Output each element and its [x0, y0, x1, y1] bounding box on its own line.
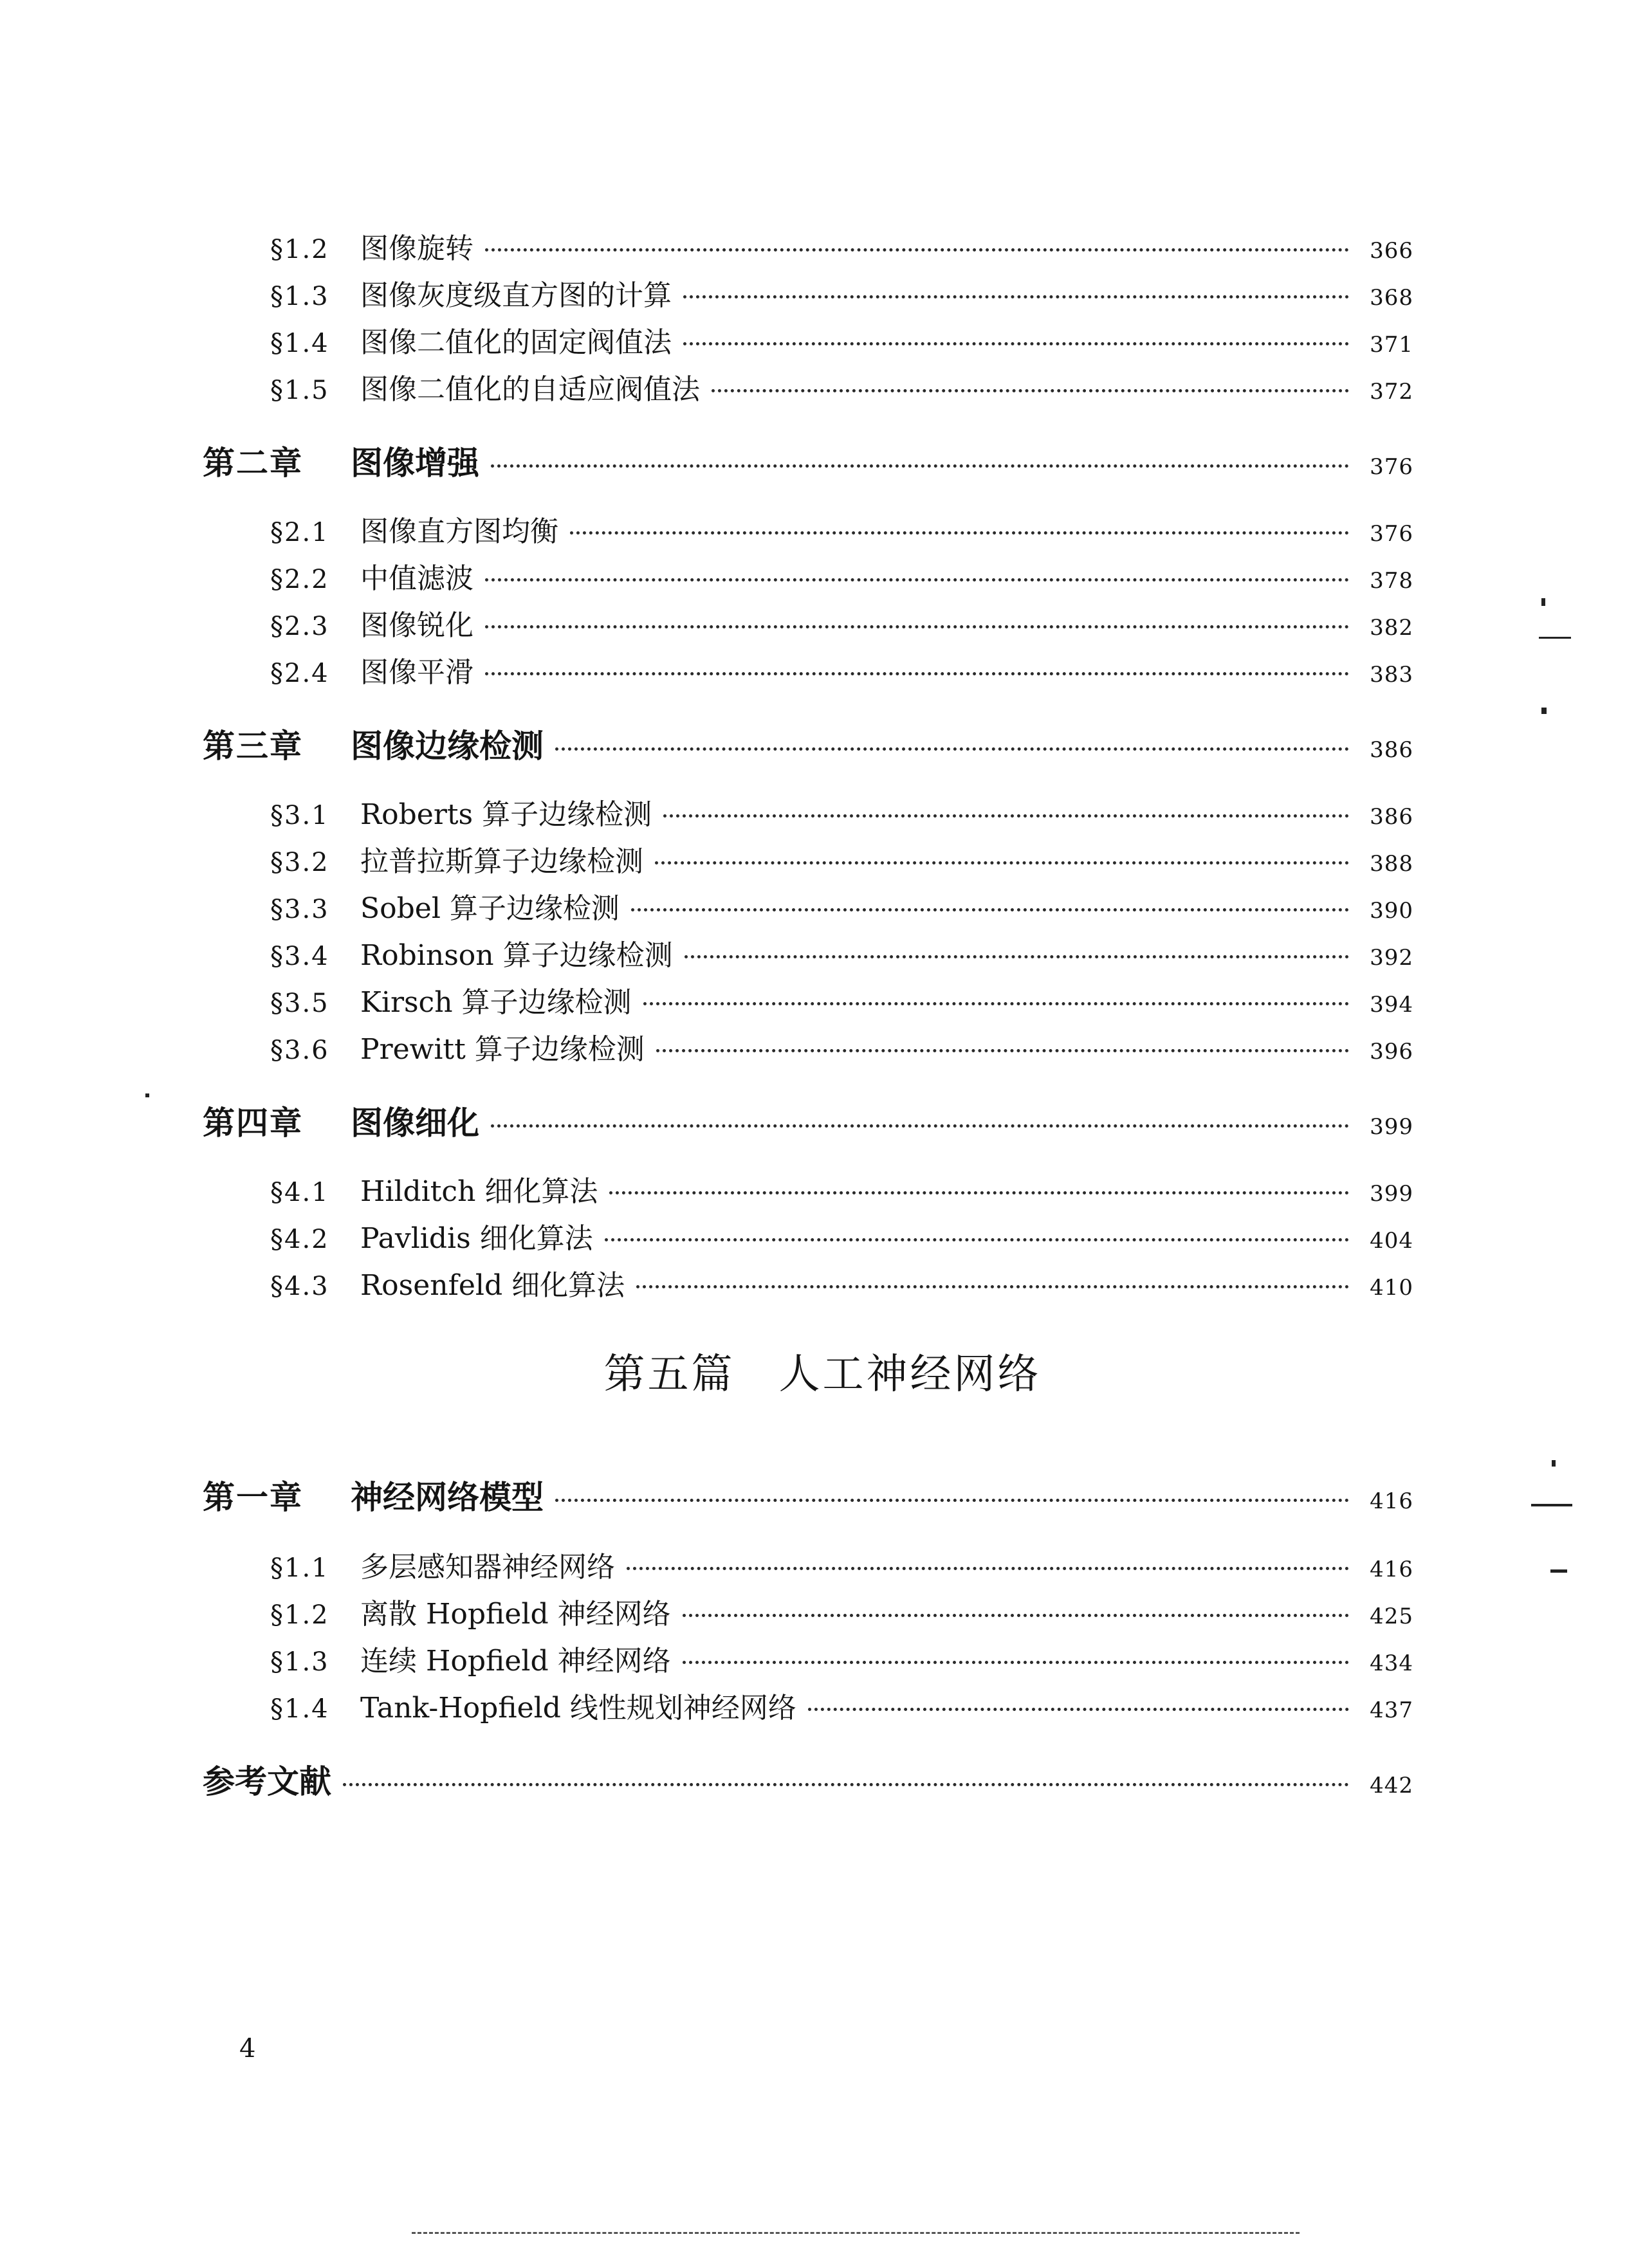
toc-entry[interactable] [270, 1544, 1413, 1590]
toc-chapter[interactable] [203, 720, 1413, 767]
toc-entry[interactable] [270, 1026, 1413, 1072]
section-title: 连续 Hopfield 神经网络 [360, 1645, 671, 1678]
dot-leader [570, 531, 1349, 535]
dot-leader [808, 1708, 1349, 1711]
toc-entry[interactable] [270, 602, 1413, 648]
dot-leader [491, 1124, 1349, 1128]
dot-leader [555, 1499, 1349, 1502]
section-title: 图像二值化的固定阀值法 [360, 326, 672, 359]
section-title: 多层感知器神经网络 [360, 1551, 615, 1584]
section-number: §2.3 [270, 612, 329, 641]
section-title: 图像锐化 [360, 609, 473, 642]
dot-leader [555, 747, 1349, 751]
section-title: 图像平滑 [360, 656, 473, 689]
section-number: §1.1 [270, 1553, 329, 1583]
chapter-label: 第一章 [203, 1478, 303, 1516]
page-number: 4 [239, 2034, 256, 2063]
page-ref: 386 [1370, 804, 1413, 830]
dot-leader [636, 1285, 1349, 1288]
section-title: Sobel 算子边缘检测 [360, 892, 620, 925]
page-ref: 376 [1370, 521, 1413, 547]
page-ref: 386 [1370, 737, 1413, 763]
chapter-title: 图像细化 [351, 1104, 479, 1142]
dot-leader [605, 1238, 1349, 1241]
section-title: 拉普拉斯算子边缘检测 [360, 845, 643, 878]
toc-entry[interactable] [270, 1591, 1413, 1637]
page-ref: 388 [1370, 851, 1413, 877]
section-number: §3.5 [270, 989, 329, 1018]
page-ref: 434 [1370, 1651, 1413, 1676]
scan-mark [145, 1093, 149, 1097]
scan-mark [1539, 637, 1571, 639]
dot-leader [683, 1661, 1349, 1664]
dot-leader [656, 1049, 1349, 1052]
toc-entry[interactable] [270, 225, 1413, 271]
page-ref: 378 [1370, 568, 1413, 594]
dot-leader [631, 908, 1349, 911]
page-ref: 372 [1370, 379, 1413, 405]
page-ref: 394 [1370, 992, 1413, 1018]
toc-entry[interactable] [270, 979, 1413, 1025]
toc-references[interactable] [203, 1756, 1413, 1802]
section-number: §1.5 [270, 376, 329, 405]
toc-entry[interactable] [270, 1168, 1413, 1214]
section-number: §1.4 [270, 329, 329, 358]
section-number: §4.2 [270, 1225, 329, 1254]
section-title: Tank-Hopfield 线性规划神经网络 [360, 1692, 796, 1724]
toc-entry[interactable] [270, 366, 1413, 412]
dot-leader [655, 861, 1349, 864]
page-ref: 392 [1370, 945, 1413, 971]
section-number: §1.4 [270, 1694, 329, 1724]
page-ref: 383 [1370, 662, 1413, 688]
toc-entry[interactable] [270, 1638, 1413, 1684]
section-title: Rosenfeld 细化算法 [360, 1269, 625, 1302]
section-title: Roberts 算子边缘检测 [360, 798, 652, 831]
scan-mark [1541, 708, 1547, 714]
section-number: §2.4 [270, 659, 329, 688]
section-title: 中值滤波 [360, 562, 473, 595]
toc-entry[interactable] [270, 319, 1413, 365]
dot-leader [663, 814, 1349, 818]
section-title: 图像二值化的自适应阀值法 [360, 373, 700, 406]
section-title: Pavlidis 细化算法 [360, 1222, 593, 1255]
dot-leader [643, 1002, 1349, 1005]
chapter-title: 图像增强 [351, 444, 479, 482]
toc-entry[interactable] [270, 649, 1413, 695]
page-ref: 371 [1370, 332, 1413, 358]
section-title: Prewitt 算子边缘检测 [360, 1033, 645, 1066]
page-ref: 376 [1370, 454, 1413, 480]
page-ref: 437 [1370, 1697, 1413, 1723]
dot-leader [685, 955, 1349, 958]
section-title: Robinson 算子边缘检测 [360, 939, 673, 972]
references-label: 参考文献 [203, 1762, 331, 1800]
page-ref: 396 [1370, 1039, 1413, 1065]
page-ref: 442 [1370, 1773, 1413, 1798]
dot-leader [343, 1783, 1349, 1786]
dot-leader [485, 578, 1349, 581]
toc-entry[interactable] [270, 508, 1413, 554]
page-ref: 368 [1370, 285, 1413, 311]
section-number: §3.3 [270, 895, 329, 924]
page-ref: 390 [1370, 898, 1413, 924]
toc-chapter[interactable] [203, 1097, 1413, 1144]
toc-entry[interactable] [270, 838, 1413, 884]
dot-leader [683, 342, 1349, 345]
page-ref: 425 [1370, 1604, 1413, 1629]
page-ref: 416 [1370, 1557, 1413, 1582]
dot-leader [609, 1191, 1349, 1194]
section-title: Hilditch 细化算法 [360, 1175, 598, 1208]
page-ref: 410 [1370, 1275, 1413, 1301]
chapter-title: 图像边缘检测 [351, 727, 544, 765]
toc-chapter[interactable] [203, 1472, 1413, 1518]
section-number: §3.6 [270, 1036, 329, 1065]
section-number: §1.3 [270, 1647, 329, 1677]
section-number: §3.1 [270, 801, 329, 830]
scan-mark [1531, 1504, 1572, 1506]
dot-leader [712, 389, 1349, 392]
part-title: 第五篇 人工神经网络 [603, 1351, 1042, 1398]
dot-leader [627, 1567, 1349, 1570]
section-title: 离散 Hopfield 神经网络 [360, 1598, 671, 1631]
dot-leader [683, 1614, 1349, 1617]
section-number: §4.1 [270, 1178, 329, 1207]
section-number: §3.4 [270, 942, 329, 971]
scan-mark [1541, 598, 1545, 606]
toc-entry[interactable] [270, 791, 1413, 837]
dot-leader [683, 295, 1349, 298]
section-number: §1.2 [270, 235, 329, 264]
section-number: §2.1 [270, 518, 329, 547]
section-title: 图像旋转 [360, 232, 473, 265]
dot-leader [491, 464, 1349, 468]
page-ref: 399 [1370, 1181, 1413, 1207]
toc-entry[interactable] [270, 932, 1413, 978]
toc-entry[interactable] [270, 272, 1413, 318]
section-number: §1.2 [270, 1600, 329, 1630]
dot-leader [485, 625, 1349, 628]
chapter-label: 第二章 [203, 444, 303, 482]
scan-mark [1552, 1460, 1556, 1467]
chapter-label: 第三章 [203, 727, 303, 765]
section-title: 图像直方图均衡 [360, 515, 558, 548]
section-number: §4.3 [270, 1272, 329, 1301]
toc-entry[interactable] [270, 885, 1413, 931]
dot-leader [485, 672, 1349, 675]
toc-entry[interactable] [270, 1215, 1413, 1261]
section-number: §2.2 [270, 565, 329, 594]
section-title: 图像灰度级直方图的计算 [360, 279, 672, 312]
toc-chapter[interactable] [203, 437, 1413, 484]
page-ref: 404 [1370, 1228, 1413, 1254]
page-ref: 399 [1370, 1114, 1413, 1140]
chapter-title: 神经网络模型 [351, 1478, 544, 1516]
page-ref: 382 [1370, 615, 1413, 641]
page-ref: 416 [1370, 1488, 1413, 1514]
toc-entry[interactable] [270, 1262, 1413, 1308]
toc-entry[interactable] [270, 555, 1413, 601]
section-number: §1.3 [270, 282, 329, 311]
page-ref: 366 [1370, 238, 1413, 264]
toc-entry[interactable] [270, 1685, 1413, 1731]
bottom-edge-rule [412, 2232, 1300, 2234]
scan-mark [1550, 1569, 1567, 1573]
section-title: Kirsch 算子边缘检测 [360, 986, 632, 1019]
dot-leader [485, 248, 1349, 251]
section-number: §3.2 [270, 848, 329, 877]
chapter-label: 第四章 [203, 1104, 303, 1142]
